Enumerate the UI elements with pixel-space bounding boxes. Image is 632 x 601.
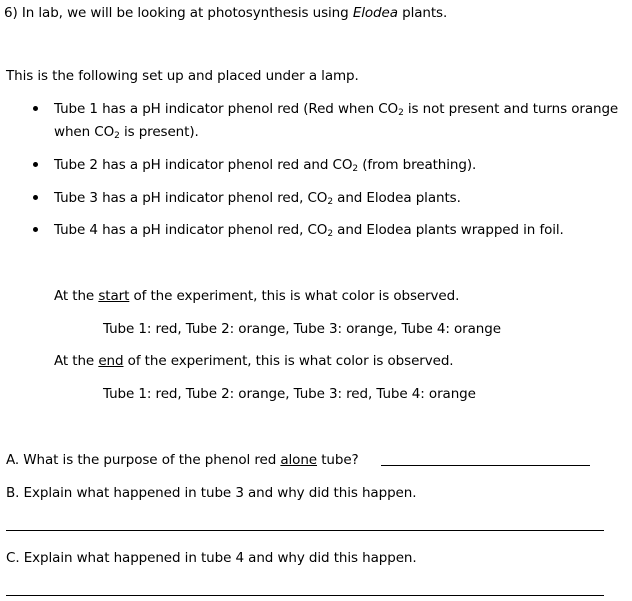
question-header xyxy=(4,4,447,22)
answer-a-line[interactable] xyxy=(381,465,590,466)
end-colors: Tube 1: red, Tube 2: orange, Tube 3: red, Tube 4: orange xyxy=(103,386,476,402)
bullet-icon xyxy=(33,227,38,232)
bullet-icon xyxy=(33,162,38,167)
answer-b-line[interactable] xyxy=(6,530,604,531)
question-number: 6) xyxy=(4,5,18,21)
start-observation-heading: At the start of the experiment, this is what color is observed. xyxy=(54,288,460,304)
question-a: A. What is the purpose of the phenol red alone tube? xyxy=(6,452,359,468)
tube-3-text: Tube 3 has a pH indicator phenol red, CO2 and Elodea plants. xyxy=(54,190,461,207)
question-intro: In lab, we will be looking at photosynthesis using Elodea plants. xyxy=(21,5,448,21)
start-colors: Tube 1: red, Tube 2: orange, Tube 3: orange, Tube 4: orange xyxy=(103,321,501,337)
tube-1-line-2: when CO2 is present). xyxy=(54,124,199,141)
tube-4-text: Tube 4 has a pH indicator phenol red, CO2 and Elodea plants wrapped in foil. xyxy=(54,222,564,239)
setup-text: This is the following set up and placed under a lamp. xyxy=(6,68,359,84)
question-b: B. Explain what happened in tube 3 and why did this happen. xyxy=(6,485,417,501)
bullet-icon xyxy=(33,195,38,200)
question-c: C. Explain what happened in tube 4 and why did this happen. xyxy=(6,550,417,566)
answer-c-line[interactable] xyxy=(6,595,604,596)
end-observation-heading: At the end of the experiment, this is what color is observed. xyxy=(54,353,454,369)
bullet-icon xyxy=(33,106,38,111)
tube-2-text: Tube 2 has a pH indicator phenol red and CO2 (from breathing). xyxy=(54,157,477,174)
tube-1-line-1: Tube 1 has a pH indicator phenol red (Red when CO2 is not present and turns orange xyxy=(54,101,619,118)
